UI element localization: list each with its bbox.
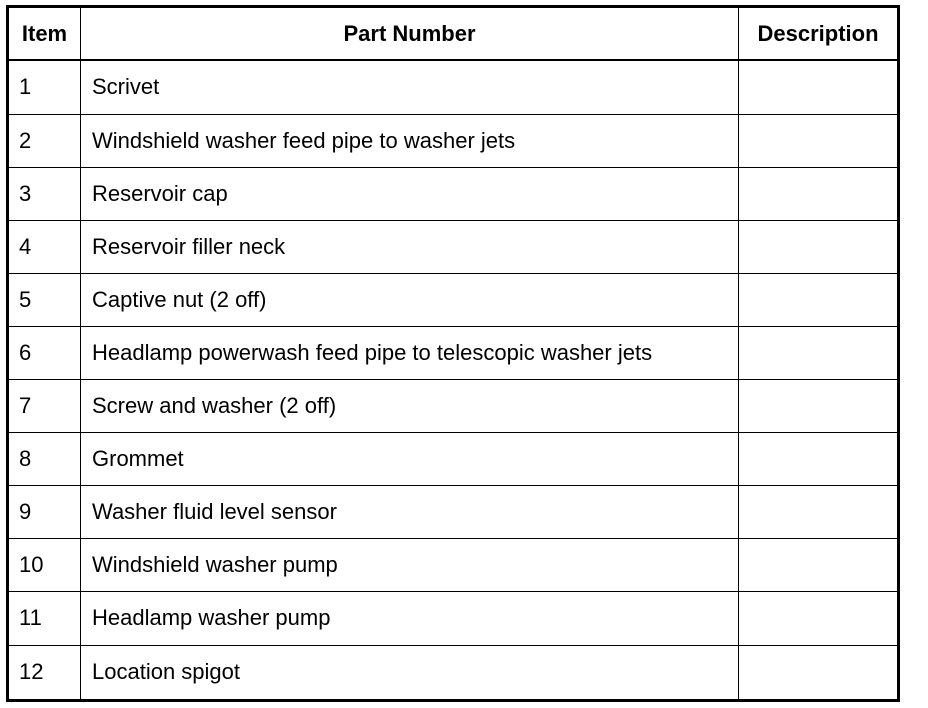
column-header-item: Item (8, 7, 81, 61)
description-cell (739, 433, 899, 486)
part-number-cell: Screw and washer (2 off) (81, 380, 739, 433)
item-cell: 10 (8, 539, 81, 592)
part-number-cell: Windshield washer pump (81, 539, 739, 592)
item-cell: 5 (8, 273, 81, 326)
description-cell (739, 114, 899, 167)
description-cell (739, 539, 899, 592)
item-cell: 9 (8, 486, 81, 539)
table-row (8, 60, 899, 114)
table-body (8, 60, 899, 701)
table-row (8, 380, 899, 433)
item-cell: 1 (8, 60, 81, 114)
parts-table (6, 5, 900, 702)
part-number-cell: Headlamp powerwash feed pipe to telescopic washer jets (81, 327, 739, 380)
item-cell: 12 (8, 645, 81, 700)
part-number-cell: Reservoir filler neck (81, 220, 739, 273)
part-number-cell: Washer fluid level sensor (81, 486, 739, 539)
description-cell (739, 167, 899, 220)
part-number-cell: Headlamp washer pump (81, 592, 739, 645)
item-cell: 4 (8, 220, 81, 273)
part-number-cell: Reservoir cap (81, 167, 739, 220)
table-row (8, 433, 899, 486)
description-cell (739, 380, 899, 433)
part-number-cell: Location spigot (81, 645, 739, 700)
part-number-cell: Grommet (81, 433, 739, 486)
table-row (8, 539, 899, 592)
table-row (8, 486, 899, 539)
table-row (8, 220, 899, 273)
item-cell: 3 (8, 167, 81, 220)
header-row (8, 7, 899, 61)
table-row (8, 327, 899, 380)
item-cell: 11 (8, 592, 81, 645)
column-header-part-number: Part Number (81, 7, 739, 61)
table-row (8, 273, 899, 326)
table-row (8, 114, 899, 167)
table-row (8, 645, 899, 700)
description-cell (739, 486, 899, 539)
description-cell (739, 273, 899, 326)
part-number-cell: Captive nut (2 off) (81, 273, 739, 326)
description-cell (739, 327, 899, 380)
description-cell (739, 645, 899, 700)
part-number-cell: Windshield washer feed pipe to washer jets (81, 114, 739, 167)
description-cell (739, 60, 899, 114)
table-header (8, 7, 899, 61)
item-cell: 2 (8, 114, 81, 167)
table-row (8, 167, 899, 220)
description-cell (739, 592, 899, 645)
item-cell: 8 (8, 433, 81, 486)
item-cell: 7 (8, 380, 81, 433)
table-row (8, 592, 899, 645)
column-header-description: Description (739, 7, 899, 61)
description-cell (739, 220, 899, 273)
item-cell: 6 (8, 327, 81, 380)
part-number-cell: Scrivet (81, 60, 739, 114)
